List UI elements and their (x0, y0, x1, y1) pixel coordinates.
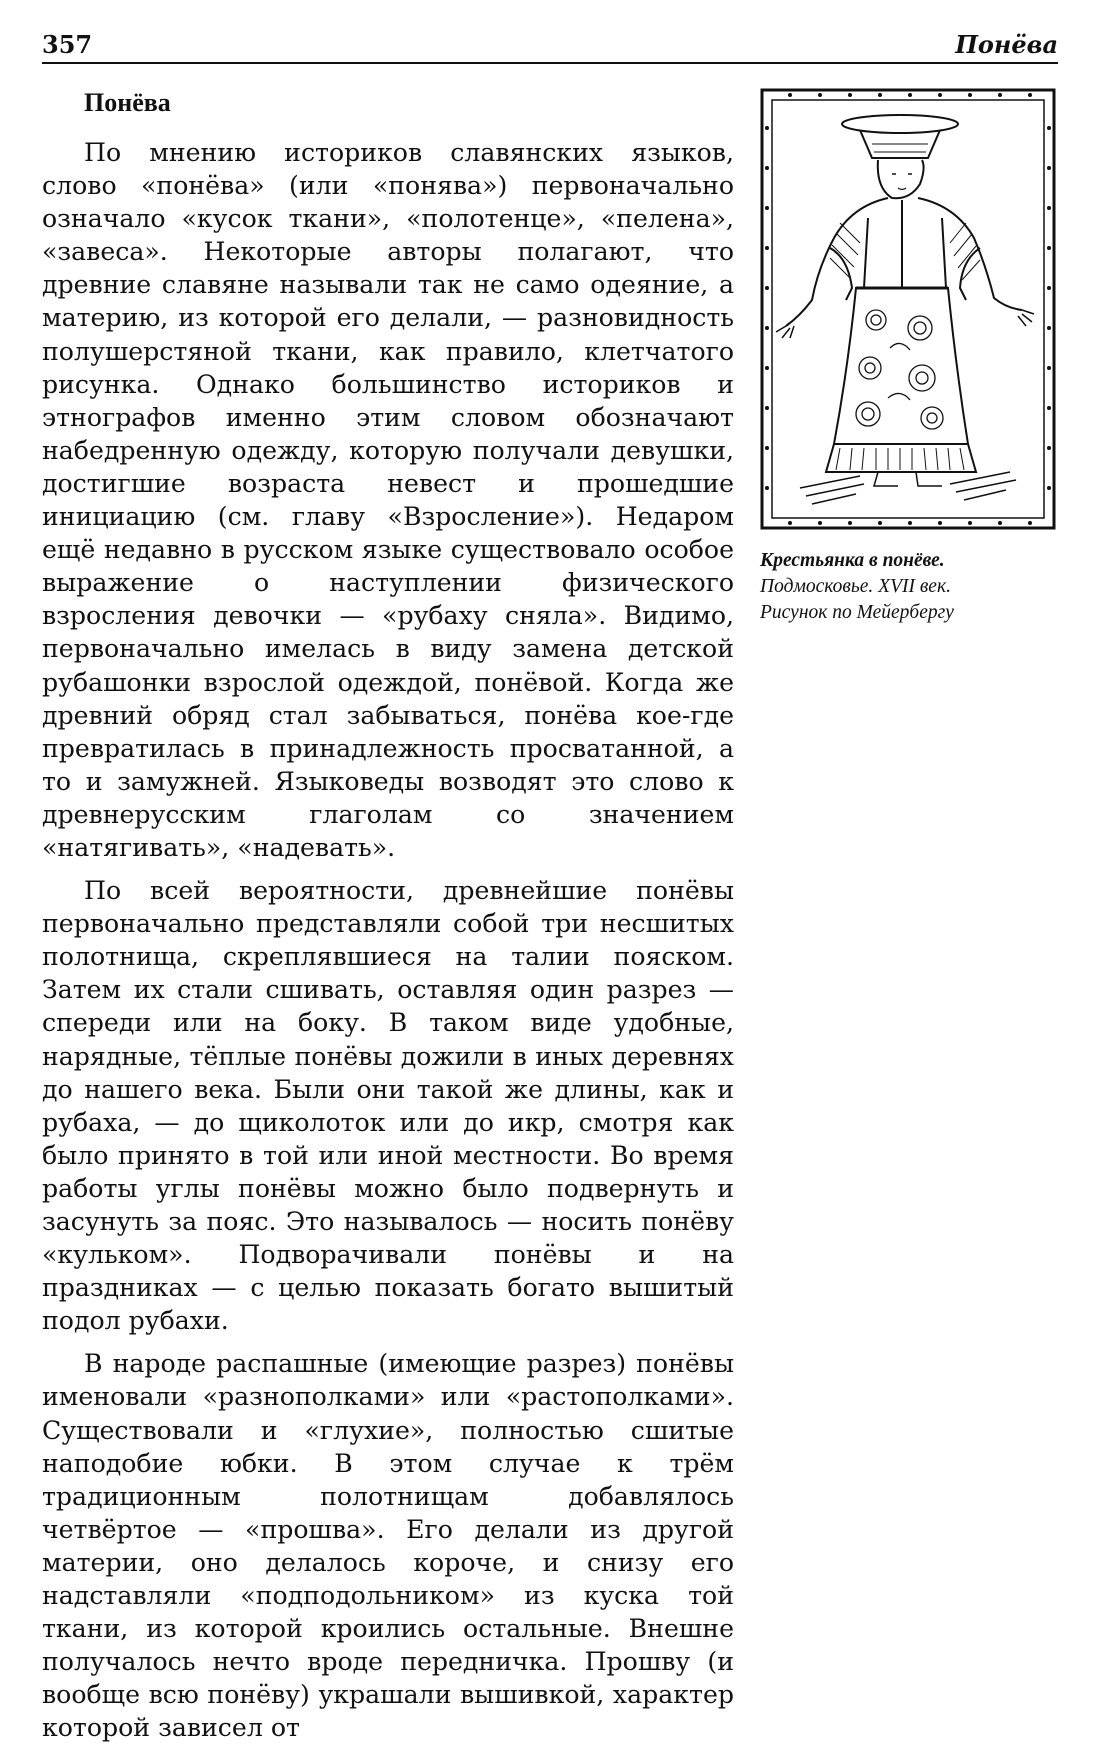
paragraph-1: По мнению историков славянских языков, слово «понёва» (или «понява») первоначально означало «кусок ткани», «полотенце», «пелена», «завеса». Некоторые авторы полагают, что древние славяне называли так не само одеяние, а материю, из которой его делали, — разновидность полушерстяной ткани, как правило, клетчатого рисунка. Однако большинство историков и этнографов именно этим словом обозначают набедренную одежду, которую получали девушки, достигшие возраста невест и прошедшие инициацию (см. главу «Взросление»). Недаром ещё недавно в русском языке существовало особое выражение о наступлении физического взросления девочки — «рубаху сняла». Видимо, первоначально имелась в виду замена детской рубашонки взрослой одеждой, понёвой. Когда же древний обряд стал забываться, понёва кое-где превратилась в принадлежность просватанной, а то и замужней. Языковеды возводят это слово к древнерусским глаголам со значением «натягивать», «надевать». (42, 138, 734, 862)
running-title: Понёва (955, 30, 1058, 59)
article-body (42, 86, 734, 1755)
hem-pleats (836, 448, 964, 470)
caption-line-1: Подмосковье. XVII век. (760, 576, 951, 597)
paragraph-2: По всей вероятности, древнейшие понёвы первоначально представляли собой три несшитых полотнища, скреплявшиеся на талии пояском. Затем их стали сшивать, оставляя один разрез — спереди или на боку. В таком виде удобные, нарядные, тёплые понёвы дожили в иных деревнях до нашего века. Были они такой же длины, как и рубаха, — до щиколоток или до икр, смотря как было принято в той или иной местности. Во время работы углы понёвы можно было подвернуть и засунуть за пояс. Это называлось — носить понёву «кульком». Подворачивали понёвы и на праздниках — с целью показать богато вышитый подол рубахи. (42, 876, 734, 1336)
poneva-skirt (826, 288, 976, 472)
caption-title: Крестьянка в понёве. (760, 550, 945, 571)
peasant-woman-illustration (760, 88, 1056, 530)
page-number: 357 (42, 30, 93, 59)
shirt (786, 198, 1022, 326)
figure-caption (760, 548, 1070, 626)
page-header (42, 28, 1058, 64)
section-title: Понёва (84, 88, 171, 117)
hands (776, 310, 1034, 338)
sleeve-hatching (830, 223, 980, 280)
feet-ground (800, 472, 1016, 504)
apron-ornament (856, 310, 943, 429)
paragraph-3: В народе распашные (имеющие разрез) понёвы именовали «разнополками» или «растополками». Существовали и «глухие», полностью сшитые наподобие юбки. В этом случае к трём традиционным полотнищам добавлялось четвёртое — «прошва». Его делали из другой материи, оно делалось короче, и снизу его надставляли «подподольником» из куска той ткани, из которой кроились остальные. Внешне получалось нечто вроде передничка. Прошву (и вообще всю понёву) украшали вышивкой, характер которой зависел от (42, 1349, 734, 1743)
head (878, 160, 924, 198)
caption-line-2: Рисунок по Мейербергу (760, 602, 954, 623)
headdress (842, 115, 958, 158)
figure-illustration (760, 88, 1056, 530)
